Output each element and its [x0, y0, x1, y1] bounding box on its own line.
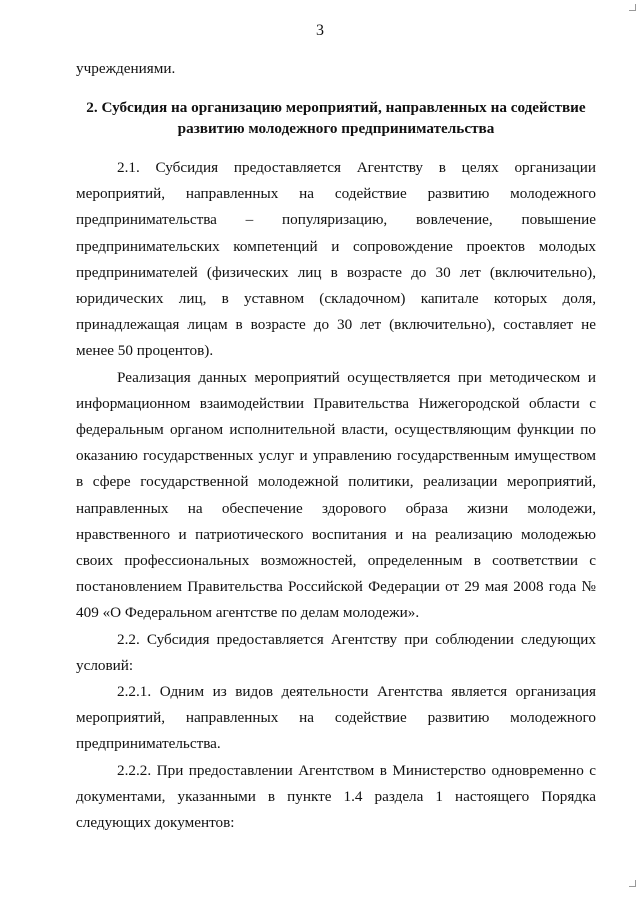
continuation-text: [76, 56, 596, 82]
paragraph-2-2-1: 2.2.1. Одним из видов деятельности Агентства является организация мероприятий, направленных на содействие развитию молодежного предпринимательства.: [76, 683, 596, 753]
section-body: [76, 155, 596, 836]
paragraph-implementation: Реализация данных мероприятий осуществляется при методическом и информационном взаимодействии Правительства Нижегородской области с федеральным органом исполнительной власти, осуществляющим функции по оказанию государственных услуг и управлению государственным имуществом в сфере государственной молодежной политики, реализации мероприятий, направленных на обеспечение здорового образа жизни молодежи, нравственного и патриотического воспитания и на реализацию молодежью своих профессиональных возможностей, определенным в соответствии с постановлением Правительства Российской Федерации от 29 мая 2008 года № 409 «О Федеральном агентстве по делам молодежи».: [76, 368, 596, 622]
scan-edge-mark-bottom: [629, 880, 636, 887]
paragraph-2-2-2: 2.2.2. При предоставлении Агентством в Министерство одновременно с документами, указанными в пункте 1.4 раздела 1 настоящего Порядка следующих документов:: [76, 761, 596, 832]
continuation-line: учреждениями.: [76, 60, 176, 77]
section-heading: 2. Субсидия на организацию мероприятий, направленных на содействие развитию молодежного предпринимательства: [86, 99, 586, 137]
paragraph-2-1: 2.1. Субсидия предоставляется Агентству в целях организации мероприятий, направленных на содействие развитию молодежного предпринимательства – популяризацию, вовлечение, повышение предпринимательских компетенций и сопровождение проектов молодых предпринимателей (физических лиц в возрасте до 30 лет (включительно), юридических лиц, в уставном (складочном) капитале которых доля, принадлежащая лицам в возрасте до 30 лет (включительно), составляет не менее 50 процентов).: [76, 159, 596, 360]
scan-edge-mark-top: [629, 4, 636, 11]
page-number: 3: [316, 22, 324, 39]
paragraph-2-2: 2.2. Субсидия предоставляется Агентству при соблюдении следующих условий:: [76, 630, 596, 674]
